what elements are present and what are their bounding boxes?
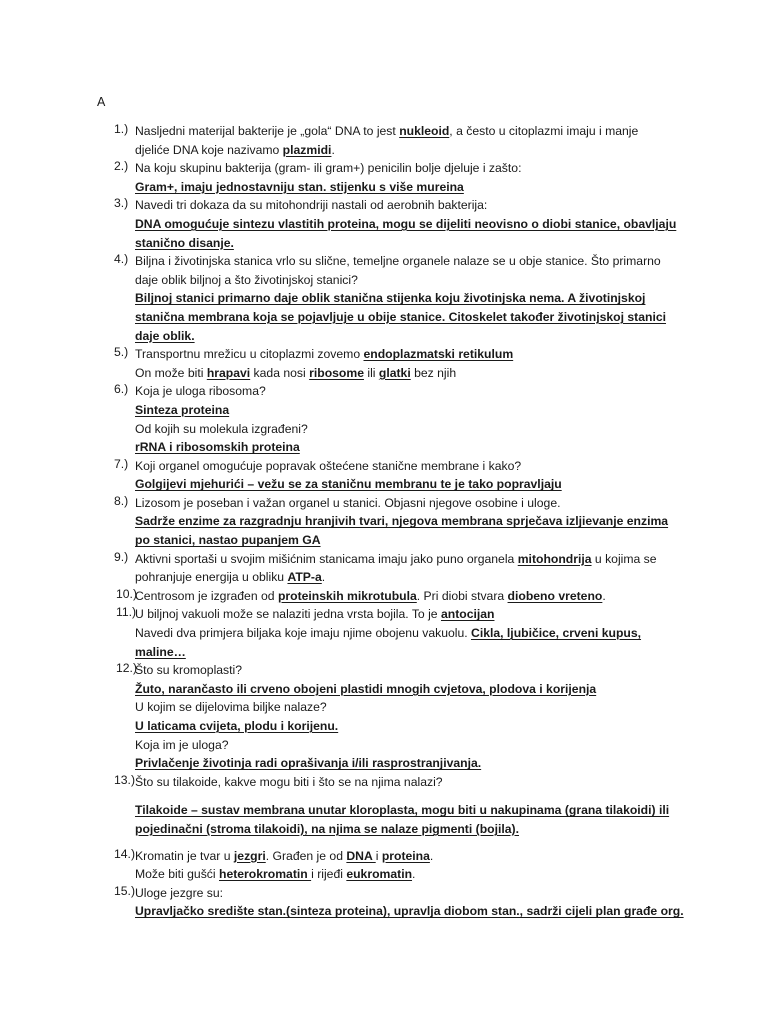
question-text: i <box>375 848 382 863</box>
question-item <box>0 345 768 382</box>
text-line <box>0 754 768 773</box>
text-line <box>0 438 768 457</box>
answer-text: Golgijevi mjehurići – vežu se za staničnu membranu te je tako popravljaju <box>135 477 562 492</box>
answer-text: ATP-a <box>287 570 322 585</box>
question-text: kada nosi <box>250 365 310 380</box>
question-number: 13.) <box>114 772 136 787</box>
answer-text: eukromatin <box>346 867 413 882</box>
text-line <box>0 643 768 662</box>
question-text: pohranjuje energija u obliku <box>135 570 288 585</box>
question-text: . Građen je od <box>265 848 347 863</box>
text-line <box>0 420 768 439</box>
text-line <box>0 531 768 550</box>
question-number: 14.) <box>114 846 136 861</box>
question-item <box>0 801 768 838</box>
question-text: . <box>429 848 434 863</box>
question-number: 15.) <box>114 883 136 898</box>
text-line <box>0 512 768 531</box>
answer-text: stanična membrana koja se pojavljuje u obije stanice. Citoskelet također životinjskoj stanici <box>135 309 667 324</box>
answer-text: Upravljačko središte stan.(sinteza proteina), upravlja diobom stan., sadrži cijeli plan građe org. <box>135 904 684 919</box>
question-text: . <box>412 867 416 882</box>
text-line <box>0 736 768 755</box>
text-line <box>0 141 768 160</box>
question-item <box>0 196 768 252</box>
question-number: 6.) <box>114 382 129 397</box>
text-line <box>0 568 768 587</box>
text-line <box>0 234 768 253</box>
text-line <box>0 717 768 736</box>
text-line <box>0 624 768 643</box>
question-item <box>0 494 768 550</box>
question-item <box>0 457 768 494</box>
answer-text: diobeno vreteno <box>507 588 603 603</box>
question-text: , a često u citoplazmi imaju i manje <box>449 124 639 138</box>
answer-text: antocijan <box>440 607 495 622</box>
answer-text: Tilakoide – sustav membrana unutar kloroplasta, mogu biti u nakupinama (grana tilakoidi) ili <box>135 803 670 818</box>
question-text: Što su tilakoide, kakve mogu biti i što se na njima nalazi? <box>135 774 443 789</box>
question-text: U kojim se dijelovima biljke nalaze? <box>135 700 327 715</box>
question-text: . <box>321 570 326 585</box>
question-text: Koja im je uloga? <box>135 737 229 752</box>
answer-text: ribosome <box>309 365 364 380</box>
question-text: ili <box>363 365 379 380</box>
answer-text: Sadrže enzime za razgradnju hranjivih tvari, njegova membrana sprječava izljievanje enzima <box>135 514 669 529</box>
text-line <box>0 215 768 234</box>
question-text: . Pri diobi stvara <box>416 588 508 603</box>
question-text: Kromatin je tvar u <box>135 848 234 863</box>
question-text: On može biti <box>135 365 207 380</box>
text-line <box>0 475 768 494</box>
question-item <box>0 159 768 196</box>
test-group-letter: A <box>97 95 106 109</box>
answer-text: rRNA i ribosomskih proteina <box>135 440 300 455</box>
answer-text: Gram+, imaju jednostavniju stan. stijenku s više mureina <box>135 179 464 194</box>
text-line <box>0 327 768 346</box>
answer-text: heterokromatin <box>219 867 312 882</box>
text-line <box>0 364 768 383</box>
answer-text: plazmidi <box>282 142 332 157</box>
answer-text: Cikla, ljubičice, crveni kupus, <box>471 626 642 641</box>
question-text: Lizosom je poseban i važan organel u stanici. Objasni njegove osobine i uloge. <box>135 495 561 510</box>
text-line <box>0 902 768 921</box>
question-item <box>0 252 768 345</box>
question-number: 2.) <box>114 159 129 174</box>
spacer <box>0 839 768 847</box>
question-text: Centrosom je izgrađen od <box>135 588 278 603</box>
answer-text: proteina <box>381 848 430 863</box>
question-item <box>0 847 768 884</box>
text-line <box>0 178 768 197</box>
text-line <box>0 289 768 308</box>
answer-text: daje oblik. <box>135 328 195 343</box>
question-number: 7.) <box>114 456 129 471</box>
answer-text: jezgri <box>233 848 266 863</box>
question-number: 8.) <box>114 493 129 508</box>
question-number: 12.) <box>116 661 138 676</box>
answer-text: U laticama cvijeta, plodu i korijenu. <box>135 719 339 733</box>
question-list <box>0 122 768 921</box>
answer-text: nukleoid <box>399 124 450 138</box>
question-text: Aktivni sportaši u svojim mišićnim stanicama imaju jako puno organela <box>135 551 518 566</box>
question-number: 9.) <box>114 549 129 564</box>
question-number: 3.) <box>114 196 129 211</box>
text-line <box>0 308 768 327</box>
question-item <box>0 661 768 773</box>
question-text: i rijeđi <box>311 867 347 882</box>
question-text: Biljna i životinjska stanica vrlo su slične, temeljne organele nalaze se u obje stanice. Što primarno <box>135 254 661 269</box>
answer-text: po stanici, nastao pupanjem GA <box>135 533 321 548</box>
spacer <box>0 791 768 801</box>
question-item <box>0 382 768 456</box>
answer-text: maline… <box>135 644 186 659</box>
question-number: 1.) <box>114 122 129 136</box>
question-text: djeliće DNA koje nazivamo <box>135 142 283 157</box>
answer-text: mitohondrija <box>517 551 592 566</box>
question-text: . <box>331 142 335 157</box>
question-item <box>0 884 768 921</box>
answer-text: stanično disanje. <box>135 235 234 250</box>
answer-text: proteinskih mikrotubula <box>277 588 417 603</box>
question-text: Na koju skupinu bakterija (gram- ili gram+) penicilin bolje djeluje i zašto: <box>135 161 522 176</box>
question-text: Od kojih su molekula izgrađeni? <box>135 421 308 436</box>
answer-text: glatki <box>378 365 411 380</box>
question-text: Navedi dva primjera biljaka koje imaju njime obojenu vakuolu. <box>135 626 472 641</box>
text-line <box>0 271 768 290</box>
question-number: 10.) <box>116 586 138 601</box>
answer-text: endoplazmatski retikulum <box>363 347 514 362</box>
answer-text: pojedinačni (stroma tilakoidi), na njima se nalaze pigmenti (bojila). <box>135 821 519 836</box>
text-line <box>0 401 768 420</box>
answer-text: DNA omogućuje sintezu vlastitih proteina, mogu se dijeliti neovisno o diobi stanice, obavljaju <box>135 216 677 231</box>
question-number: 4.) <box>114 252 129 267</box>
question-text: daje oblik biljnoj a što životinjskoj stanici? <box>135 272 358 287</box>
answer-text: Privlačenje životinja radi oprašivanja i/ili rasprostranjivanja. <box>135 756 482 771</box>
question-item <box>0 773 768 792</box>
text-line <box>0 801 768 820</box>
answer-text: DNA <box>346 848 376 863</box>
question-item <box>0 605 768 661</box>
question-text: Uloge jezgre su: <box>135 885 224 900</box>
question-item <box>0 122 768 159</box>
question-text: Što su kromoplasti? <box>135 663 243 678</box>
answer-text: Žuto, narančasto ili crveno obojeni plastidi mnogih cvjetova, plodova i korijenja <box>135 681 597 696</box>
question-number: 11.) <box>116 605 137 620</box>
question-text: u kojima se <box>591 551 657 566</box>
question-item <box>0 550 768 587</box>
question-text: Navedi tri dokaza da su mitohondriji nastali od aerobnih bakterija: <box>135 198 488 213</box>
question-text: . <box>602 588 606 603</box>
question-text: Transportnu mrežicu u citoplazmi zovemo <box>135 347 364 362</box>
text-line <box>0 698 768 717</box>
question-text: bez njih <box>410 365 457 380</box>
question-text: Može biti gušći <box>135 867 219 882</box>
question-item <box>0 587 768 606</box>
text-line <box>0 865 768 884</box>
answer-text: Biljnoj stanici primarno daje oblik stanična stijenka koju životinjska nema. A životinjskoj <box>135 291 646 306</box>
answer-text: hrapavi <box>206 365 251 380</box>
question-text: U biljnoj vakuoli može se nalaziti jedna vrsta bojila. To je <box>135 607 441 622</box>
text-line <box>0 820 768 839</box>
text-line <box>0 680 768 699</box>
question-text: Koji organel omogućuje popravak oštećene stanične membrane i kako? <box>135 458 522 473</box>
question-text: Koja je uloga ribosoma? <box>135 384 266 399</box>
question-number: 5.) <box>114 345 129 360</box>
answer-text: Sinteza proteina <box>135 402 230 417</box>
question-text: Nasljedni materijal bakterije je „gola“ DNA to jest <box>135 124 400 138</box>
